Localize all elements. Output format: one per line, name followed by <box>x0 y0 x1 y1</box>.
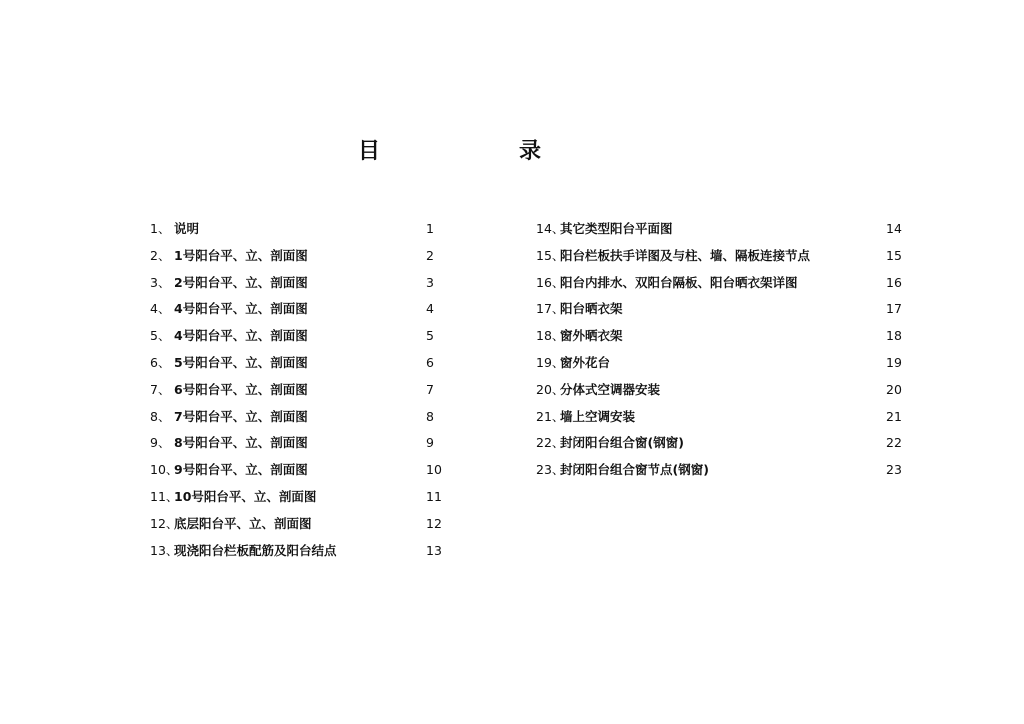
toc-entry-number: 11、 <box>150 488 179 504</box>
toc-right-column <box>536 218 902 486</box>
toc-entry <box>150 245 434 272</box>
toc-entry-title: 墙上空调安装 <box>560 408 636 424</box>
toc-entry-number: 22、 <box>536 435 565 451</box>
toc-entry-title: 底层阳台平、立、剖面图 <box>174 515 312 531</box>
toc-entry-number: 13、 <box>150 542 179 558</box>
toc-entry-number: 23、 <box>536 462 565 478</box>
toc-entry <box>536 459 902 486</box>
toc-entry-title: 4号阳台平、立、剖面图 <box>174 328 308 344</box>
toc-left-column <box>150 218 442 566</box>
toc-entry-title: 阳台晒衣架 <box>560 301 623 317</box>
toc-entry <box>150 352 434 379</box>
toc-entry <box>536 272 902 299</box>
toc-entry-title: 窗外晒衣架 <box>560 328 623 344</box>
toc-entry <box>536 352 902 379</box>
toc-entry-title: 分体式空调器安装 <box>560 381 661 397</box>
toc-entry-page: 8 <box>426 408 434 424</box>
toc-entry-title: 现浇阳台栏板配筋及阳台结点 <box>174 542 337 558</box>
toc-entry-title: 4号阳台平、立、剖面图 <box>174 301 308 317</box>
toc-entry <box>150 540 442 567</box>
toc-entry-number: 3、 <box>150 274 171 290</box>
toc-entry <box>536 298 902 325</box>
toc-entry-title: 5号阳台平、立、剖面图 <box>174 354 308 370</box>
toc-entry-title: 8号阳台平、立、剖面图 <box>174 435 308 451</box>
toc-entry <box>536 218 902 245</box>
toc-entry-page: 6 <box>426 354 434 370</box>
toc-entry-page: 21 <box>886 408 902 424</box>
toc-entry-page: 10 <box>426 462 442 478</box>
toc-entry <box>150 325 434 352</box>
toc-entry-number: 9、 <box>150 435 171 451</box>
toc-entry-title: 9号阳台平、立、剖面图 <box>174 462 308 478</box>
toc-entry-number: 20、 <box>536 381 565 397</box>
toc-entry-page: 16 <box>886 274 902 290</box>
toc-entry <box>150 218 434 245</box>
toc-entry-title: 封闭阳台组合窗(钢窗) <box>560 435 684 451</box>
toc-entry-page: 9 <box>426 435 434 451</box>
toc-entry-page: 14 <box>886 221 902 236</box>
toc-entry-number: 19、 <box>536 354 565 370</box>
toc-entry-number: 18、 <box>536 328 565 344</box>
toc-entry-title: 阳台内排水、双阳台隔板、阳台晒衣架详图 <box>560 274 798 290</box>
toc-entry-number: 15、 <box>536 247 565 263</box>
toc-entry <box>150 486 442 513</box>
toc-entry-page: 7 <box>426 381 434 397</box>
toc-entry <box>150 298 434 325</box>
toc-entry-title: 阳台栏板扶手详图及与柱、墙、隔板连接节点 <box>560 247 811 263</box>
toc-entry <box>536 325 902 352</box>
toc-entry <box>150 432 434 459</box>
toc-entry-title: 封闭阳台组合窗节点(钢窗) <box>560 462 709 478</box>
toc-entry-number: 2、 <box>150 247 171 263</box>
toc-entry-page: 15 <box>886 247 902 263</box>
toc-entry-title: 其它类型阳台平面图 <box>560 221 673 236</box>
toc-entry <box>150 513 442 540</box>
toc-entry-title: 窗外花台 <box>560 354 611 370</box>
toc-entry-page: 20 <box>886 381 902 397</box>
toc-entry-title: 1号阳台平、立、剖面图 <box>174 247 308 263</box>
toc-entry-page: 22 <box>886 435 902 451</box>
toc-entry-page: 3 <box>426 274 434 290</box>
page-title-part-1: 目 <box>358 139 381 164</box>
toc-entry-number: 12、 <box>150 515 179 531</box>
toc-entry-number: 6、 <box>150 354 171 370</box>
toc-entry <box>150 379 434 406</box>
toc-entry-number: 1、 <box>150 221 171 236</box>
toc-entry-page: 18 <box>886 328 902 344</box>
toc-entry-page: 5 <box>426 328 434 344</box>
toc-entry-number: 17、 <box>536 301 565 317</box>
toc-entry-number: 7、 <box>150 381 171 397</box>
toc-entry-number: 8、 <box>150 408 171 424</box>
toc-entry-page: 17 <box>886 301 902 317</box>
toc-entry-page: 4 <box>426 301 434 317</box>
toc-entry-number: 14、 <box>536 221 565 236</box>
toc-entry-number: 16、 <box>536 274 565 290</box>
toc-entry-title: 说明 <box>174 221 200 236</box>
toc-entry <box>536 406 902 433</box>
toc-entry-page: 12 <box>426 515 442 531</box>
toc-entry-page: 19 <box>886 354 902 370</box>
toc-entry <box>536 432 902 459</box>
toc-entry-number: 21、 <box>536 408 565 424</box>
toc-entry-page: 13 <box>426 542 442 558</box>
toc-entry-page: 11 <box>426 488 442 504</box>
toc-entry-page: 1 <box>426 221 434 236</box>
toc-entry-title: 10号阳台平、立、剖面图 <box>174 488 317 504</box>
toc-entry-number: 5、 <box>150 328 171 344</box>
toc-entry-title: 7号阳台平、立、剖面图 <box>174 408 308 424</box>
toc-entry-title: 2号阳台平、立、剖面图 <box>174 274 308 290</box>
page-title-part-2: 录 <box>519 139 542 164</box>
toc-entry-number: 10、 <box>150 462 179 478</box>
toc-entry-number: 4、 <box>150 301 171 317</box>
toc-entry-page: 23 <box>886 462 902 478</box>
toc-entry-title: 6号阳台平、立、剖面图 <box>174 381 308 397</box>
toc-entry <box>536 379 902 406</box>
toc-entry <box>150 272 434 299</box>
toc-entry-page: 2 <box>426 247 434 263</box>
toc-entry <box>150 459 442 486</box>
toc-entry <box>536 245 902 272</box>
toc-entry <box>150 406 434 433</box>
